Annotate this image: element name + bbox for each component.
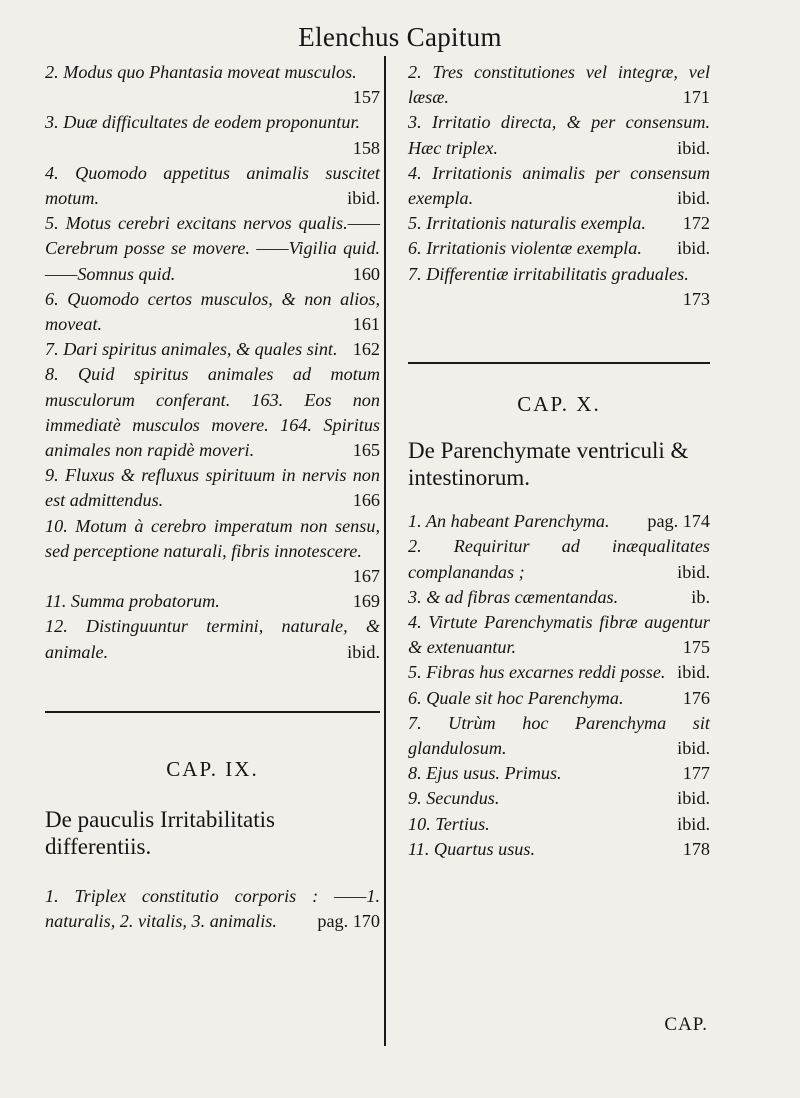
entry-page: 176	[682, 687, 710, 708]
entry-text: 9. Fluxus & refluxus spirituum in nervis non est admittendus.	[45, 465, 380, 511]
entry-text: 6. Quale sit hoc Parenchyma.	[408, 687, 624, 708]
section-rule	[45, 711, 380, 713]
entry-text: 5. Motus cerebri excitans nervos qualis.——Cerebrum posse se movere. ——Vigilia quid. ——Somnus quid.	[45, 213, 380, 284]
section-rule	[408, 362, 710, 364]
section-title: De Parenchymate ventriculi & intestinorum.	[408, 438, 689, 491]
toc-entry	[45, 337, 380, 362]
entry-page: 162	[352, 339, 380, 360]
entry-text: 4. Quomodo appetitus animalis suscitet motum.	[45, 162, 380, 209]
toc-entry	[408, 786, 710, 811]
toc-entry	[45, 60, 380, 110]
left-column	[45, 60, 380, 934]
right-column	[408, 60, 710, 862]
entry-page: 161	[352, 314, 380, 335]
entry-page: 160	[352, 263, 380, 284]
toc-entry	[408, 161, 710, 211]
toc-entry	[45, 514, 380, 590]
entry-page: 172	[682, 213, 710, 234]
toc-entry	[408, 610, 710, 660]
entry-text: 7. Utrùm hoc Parenchyma sit glandulosum.	[408, 712, 710, 759]
entry-text: 11. Quartus usus.	[408, 838, 535, 859]
entry-text: 2. Requiritur ad inæqualitates complanandas ;	[408, 536, 710, 582]
entry-text: 10. Tertius.	[408, 813, 490, 834]
entry-page: ibid.	[677, 813, 710, 834]
toc-entry	[45, 161, 380, 211]
entry-page: ibid.	[677, 788, 710, 809]
entry-page: 178	[682, 838, 710, 859]
entry-text: 2. Modus quo Phantasia moveat musculos.	[45, 62, 357, 82]
toc-entry	[408, 761, 710, 786]
entry-page: ibid.	[677, 238, 710, 259]
entry-page: ibid.	[347, 641, 380, 662]
entry-text: 8. Ejus usus. Primus.	[408, 763, 562, 784]
toc-entry	[408, 585, 710, 610]
entry-text: 8. Quid spiritus animales ad motum musculorum conferant. 163. Eos non immediatè musculos movere. 164. Spiritus animales non rapidè moveri.	[45, 364, 380, 461]
entry-page: ibid.	[677, 662, 710, 683]
entry-page: 177	[682, 763, 710, 784]
entry-text: 6. Quomodo certos musculos, & non alios, moveat.	[45, 288, 380, 335]
entry-page: ibid.	[677, 561, 710, 582]
entry-text: 3. & ad fibras cæmentandas.	[408, 586, 619, 607]
entry-text: 1. Triplex constitutio corporis : ——1. naturalis, 2. vitalis, 3. animalis.	[45, 886, 380, 932]
entry-text: 5. Irritationis naturalis exempla.	[408, 213, 646, 234]
entry-page: 157	[352, 87, 380, 108]
toc-entry	[408, 837, 710, 862]
toc-entry	[408, 812, 710, 837]
entry-page: ibid.	[677, 188, 710, 209]
entry-text: 9. Secundus.	[408, 788, 500, 809]
toc-entry	[408, 110, 710, 160]
entry-page: ib.	[691, 586, 710, 607]
entry-page: 173	[682, 288, 710, 309]
toc-entry	[45, 287, 380, 337]
entry-text: 11. Summa probatorum.	[45, 591, 220, 612]
toc-entry	[408, 60, 710, 110]
toc-entry	[45, 463, 380, 513]
toc-entry	[408, 660, 710, 685]
toc-entry	[45, 362, 380, 463]
toc-entry	[408, 686, 710, 711]
entry-text: 1. An habeant Parenchyma.	[408, 511, 610, 532]
entry-text: 2. Tres constitutiones vel integræ, vel læsæ.	[408, 62, 710, 108]
column-divider	[384, 56, 386, 1046]
entry-page: 175	[682, 637, 710, 658]
catchword: CAP.	[664, 1014, 708, 1035]
entry-text: 10. Motum à cerebro imperatum non sensu, sed perceptione naturali, fibris innotescere.	[45, 515, 380, 561]
running-header: Elenchus Capitum	[298, 22, 502, 52]
entry-page: ibid.	[677, 738, 710, 759]
entry-text: 4. Irritationis animalis per consensum exempla.	[408, 162, 710, 209]
entry-page: 158	[352, 137, 380, 158]
entry-text: 5. Fibras hus excarnes reddi posse.	[408, 662, 666, 683]
entry-text: 4. Virtute Parenchymatis fibræ augentur & extenuantur.	[408, 612, 710, 658]
right-entry-list	[408, 60, 710, 312]
toc-entry	[408, 509, 710, 534]
entry-text: 6. Irritationis violentæ exempla.	[408, 238, 642, 259]
entry-page: ibid.	[677, 137, 710, 158]
entry-text: 3. Duæ difficultates de eodem proponuntur.	[45, 112, 361, 133]
toc-entry	[408, 211, 710, 236]
toc-entry	[45, 614, 380, 664]
toc-entry	[45, 589, 380, 614]
toc-entry	[408, 262, 710, 312]
entry-page: pag. 170	[317, 911, 380, 932]
toc-entry	[45, 211, 380, 287]
chapter-heading: CAP. X.	[517, 392, 601, 417]
entry-text: 12. Distinguuntur termini, naturale, & animale.	[45, 616, 380, 662]
toc-entry	[45, 884, 380, 934]
entry-page: 171	[682, 87, 710, 108]
left-entry-list	[45, 60, 380, 665]
entry-page: 165	[352, 440, 380, 461]
entry-page: 169	[352, 591, 380, 612]
toc-entry	[408, 236, 710, 261]
section-title: De pauculis Irritabilitatis differentiis.	[45, 807, 275, 860]
entry-text: 3. Irritatio directa, & per consensum. Hæc triplex.	[408, 112, 710, 158]
chapter-heading: CAP. IX.	[166, 756, 259, 781]
entry-text: 7. Dari spiritus animales, & quales sint.	[45, 339, 338, 360]
right-entry-list-2	[408, 509, 710, 862]
entry-text: 7. Differentiæ irritabilitatis graduales.	[408, 263, 689, 284]
entry-page: 167	[352, 566, 380, 587]
toc-entry	[408, 711, 710, 761]
entry-page: 166	[352, 490, 380, 511]
entry-page: ibid.	[347, 188, 380, 209]
toc-entry	[45, 110, 380, 160]
toc-entry	[408, 534, 710, 584]
entry-page: pag. 174	[647, 511, 710, 532]
